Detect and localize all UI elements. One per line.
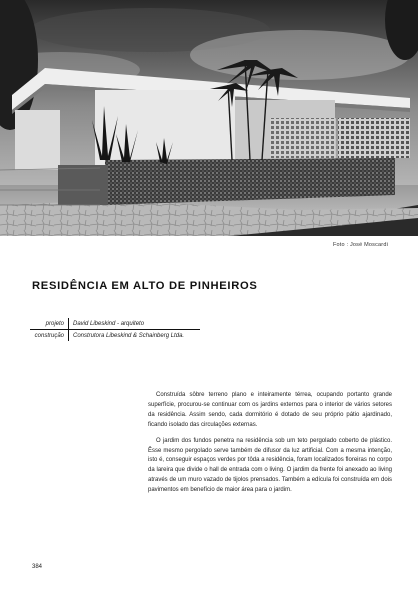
- credit-row-construcao: [30, 330, 200, 341]
- house-photo: [0, 0, 418, 236]
- credit-row-projeto: [30, 318, 200, 330]
- credit-name: David Libeskind - arquiteto: [73, 320, 145, 327]
- house-photo-icon: [0, 0, 418, 236]
- body-paragraph: Construída sôbre terreno plano e inteiramente térrea, ocupando portanto grande superfície, procurou-se continuar com os jardins externos para o interior de vários setores da residência. Assim sendo, cada dormitório é dotado de seu próprio pátio ajardinado, ficando isolado das circulações externas.: [148, 392, 392, 428]
- credit-role: projeto: [45, 320, 64, 327]
- article-title: RESIDÊNCIA EM ALTO DE PINHEIROS: [32, 280, 258, 292]
- credits-table: [30, 318, 200, 341]
- page-number: 384: [32, 564, 43, 570]
- photo-credit: Foto : José Moscardi: [332, 242, 388, 248]
- credit-separator: [68, 318, 69, 329]
- credit-role: construção: [34, 332, 64, 339]
- article-body: [148, 391, 392, 502]
- body-paragraph: O jardim dos fundos penetra na residência sob um teto pergolado coberto de plástico. Êsse mesmo pergolado serve também de difusor da luz artificial. Com a mesma intenção, isto é, conseguir espaços verdes por tôda a residência, foram localizados floreiras no corpo da lareira que divide o hall de entrada com o living. O jardim da frente foi anexado ao living através de um muro vazado de tijolos prensados. Também a edícula foi construída em dois pavimentos em benefício de maior área para o jardim.: [148, 437, 392, 494]
- credit-name: Construtora Libeskind & Schainberg Ltda.: [73, 332, 185, 339]
- credit-separator: [68, 330, 69, 341]
